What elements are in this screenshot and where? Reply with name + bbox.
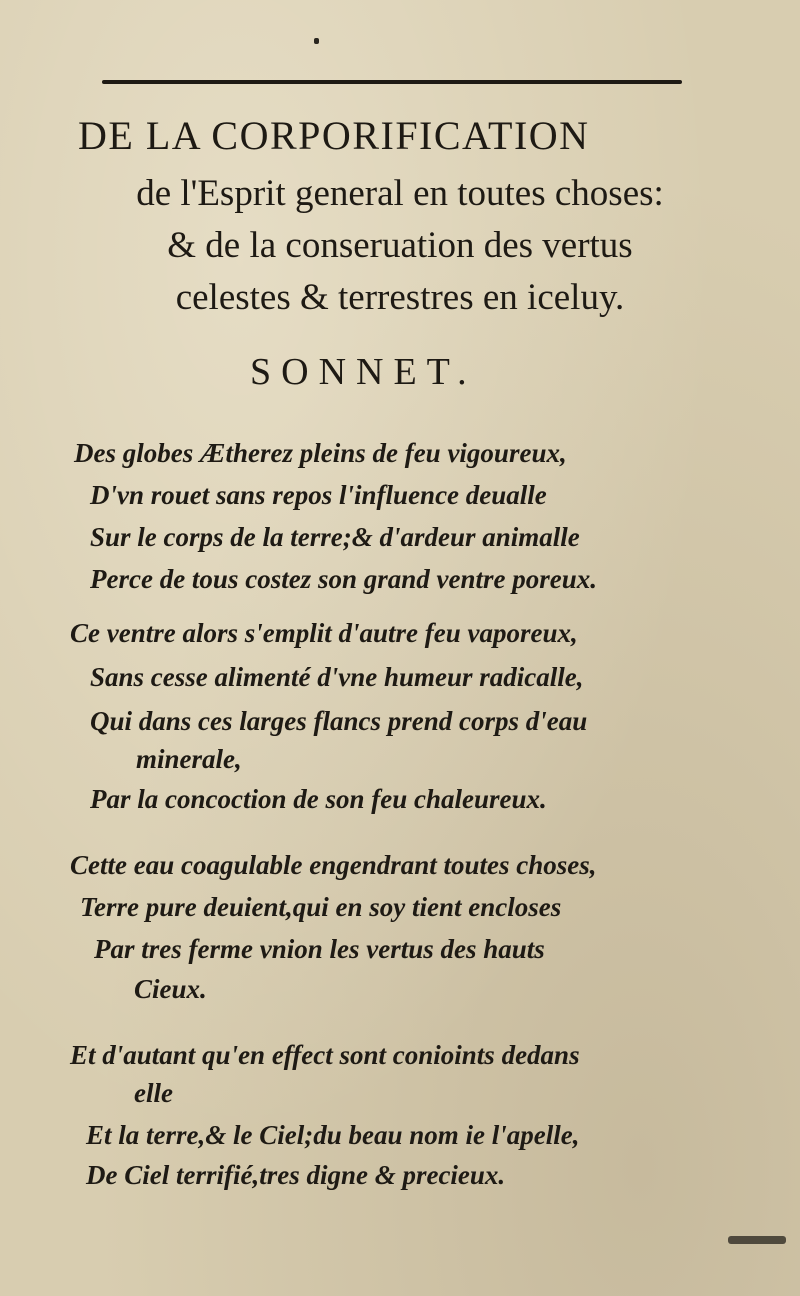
verse-line: Et la terre,& le Ciel;du beau nom ie l'apelle, [86, 1120, 580, 1150]
chapter-subtitle-line-1: de l'Esprit general en toutes choses: [136, 173, 664, 214]
verse-line: elle [134, 1078, 173, 1108]
chapter-subtitle-line-2: & de la conseruation des vertus [167, 225, 633, 266]
verse-line: Ce ventre alors s'emplit d'autre feu vaporeux, [70, 618, 578, 648]
ink-speck [314, 38, 319, 44]
verse-line: Cette eau coagulable engendrant toutes choses, [70, 850, 597, 880]
verse-line: minerale, [136, 744, 242, 774]
verse-line: Qui dans ces larges flancs prend corps d'eau [90, 706, 588, 736]
ink-smudge [728, 1236, 786, 1244]
header-rule [102, 80, 682, 84]
verse-line: Sur le corps de la terre;& d'ardeur animalle [90, 522, 580, 552]
chapter-subtitle-line-3: celestes & terrestres en iceluy. [175, 277, 625, 318]
verse-line: Et d'autant qu'en effect sont conioints dedans [70, 1040, 580, 1070]
verse-line: Perce de tous costez son grand ventre poreux. [90, 564, 597, 594]
verse-line: Terre pure deuient,qui en soy tient encloses [80, 892, 562, 922]
verse-line: D'vn rouet sans repos l'influence deualle [90, 480, 547, 510]
sonnet-heading: SONNET. [250, 351, 477, 393]
chapter-title: DE LA CORPORIFICATION [78, 113, 590, 158]
verse-line: Par la concoction de son feu chaleureux. [90, 784, 547, 814]
verse-line: Cieux. [134, 974, 207, 1004]
verse-line: Des globes Ætherez pleins de feu vigoureux, [74, 438, 567, 468]
verse-line: Par tres ferme vnion les vertus des hauts [94, 934, 545, 964]
verse-line: De Ciel terrifié,tres digne & precieux. [86, 1160, 506, 1190]
verse-line: Sans cesse alimenté d'vne humeur radicalle, [90, 662, 584, 692]
